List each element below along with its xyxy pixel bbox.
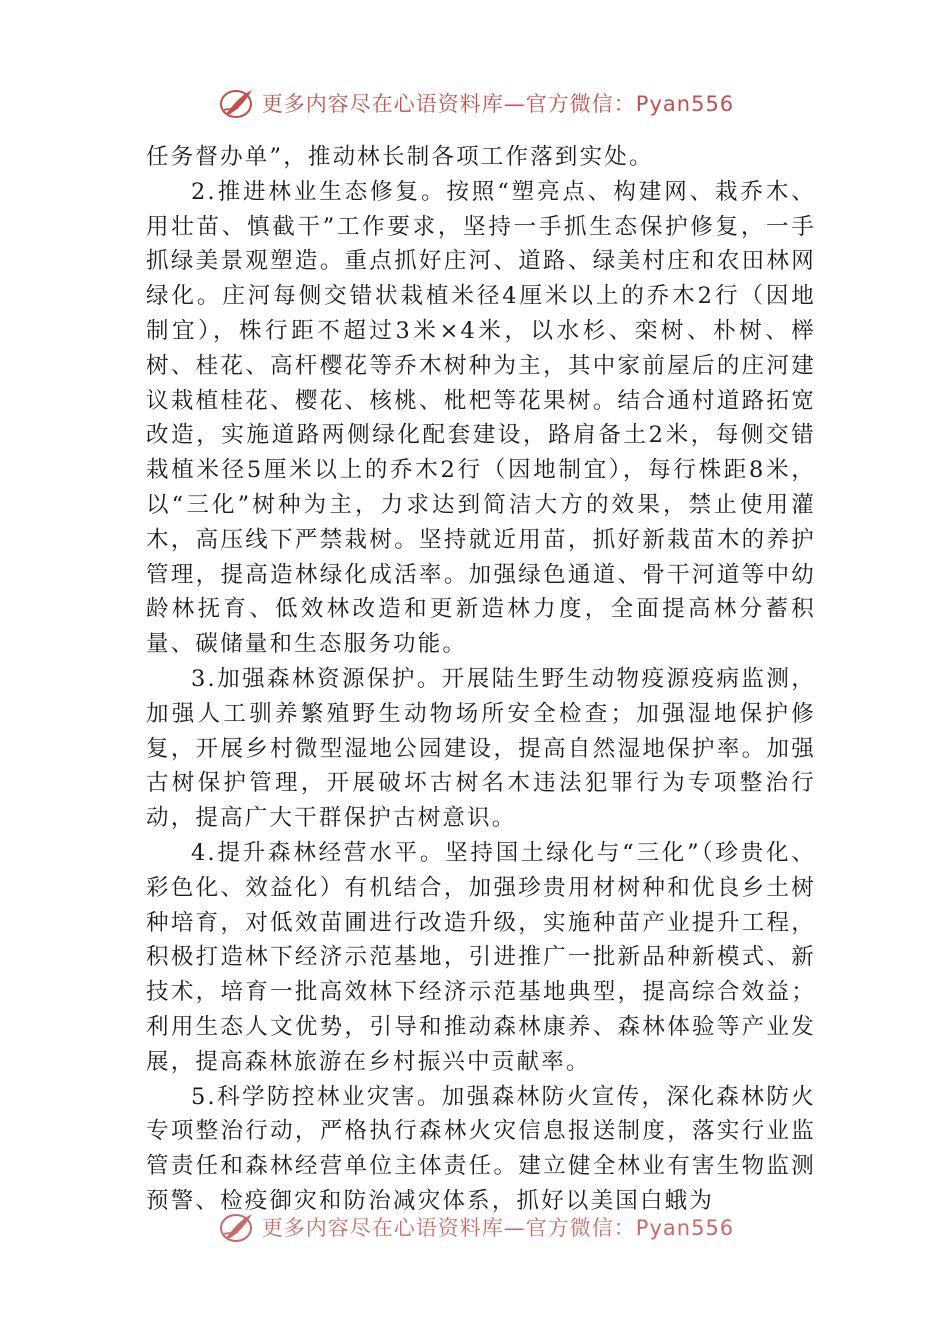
- paragraph-forest-management: 4.提升森林经营水平。坚持国土绿化与“三化”（珍贵化、彩色化、效益化）有机结合，加强珍贵用材树种和优良乡土树种培育，对低效苗圃进行改造升级，实施种苗产业提升工程，积极打造林下经济示范基地，引进推广一批新品种新模式、新技术，培育一批高效林下经济示范基地典型，提高综合效益；利用生态人文优势，引导和推动森林康养、森林体验等产业发展，提高森林旅游在乡村振兴中贡献率。: [146, 839, 816, 1075]
- watermark-footer: [0, 1210, 950, 1244]
- paragraph-ecological-restoration: 2.推进林业生态修复。按照“塑亮点、构建网、栽乔木、用壮苗、慎截干”工作要求，坚持一手抓生态保护修复，一手抓绿美景观塑造。重点抓好庄河、道路、绿美村庄和农田林网绿化。庄河每侧交错状栽植米径4厘米以上的乔木2行（因地制宜），株行距不超过3米×4米，以水杉、栾树、朴树、榉树、桂花、高杆樱花等乔木树种为主，其中家前屋后的庄河建议栽植桂花、樱花、核桃、枇杷等花果树。结合通村道路拓宽改造，实施道路两侧绿化配套建设，路肩备土2米，每侧交错栽植米径5厘米以上的乔木2行（因地制宜），每行株距8米，以“三化”树种为主，力求达到简洁大方的效果，禁止使用灌木，高压线下严禁栽树。坚持就近用苗，抓好新栽苗木的养护管理，提高造林绿化成活率。加强绿色通道、骨干河道等中幼龄林抚育、低效林改造和更新造林力度，全面提高林分蓄积量、碳储量和生态服务功能。: [146, 178, 816, 658]
- document-body: [146, 140, 816, 1219]
- paragraph-disaster-control: 5.科学防控林业灾害。加强森林防火宣传，深化森林防火专项整治行动，严格执行森林火灾信息报送制度，落实行业监管责任和森林经营单位主体责任。建立健全林业有害生物监测预警、检疫御灾和防治减灾体系，抓好以美国白蛾为: [146, 1083, 816, 1214]
- paragraph-continued: 任务督办单”，推动林长制各项工作落到实处。: [146, 144, 654, 170]
- watermark-header: [0, 86, 950, 120]
- watermark-text: 更多内容尽在心语资料库—官方微信：Pyan556: [261, 1216, 735, 1240]
- paragraph-forest-protection: 3.加强森林资源保护。开展陆生野生动物疫源疫病监测，加强人工驯养繁殖野生动物场所安全检查；加强湿地保护修复，开展乡村微型湿地公园建设，提高自然湿地保护率。加强古树保护管理，开展破坏古树名木违法犯罪行为专项整治行动，提高广大干群保护古树意识。: [146, 665, 816, 832]
- watermark-text: 更多内容尽在心语资料库—官方微信：Pyan556: [261, 92, 735, 116]
- quill-logo-icon: [216, 1210, 256, 1244]
- quill-logo-icon: [216, 86, 256, 120]
